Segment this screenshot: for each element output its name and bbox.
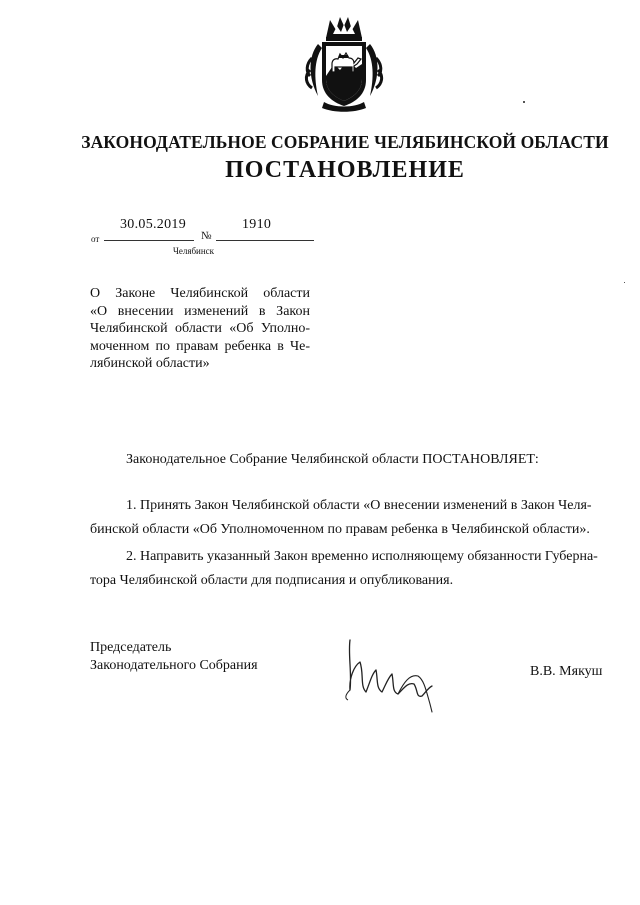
subject-line: Челябинской области «Об Уполно- bbox=[90, 321, 310, 337]
subject-line: лябинской области» bbox=[90, 356, 210, 372]
document-date: 30.05.2019 bbox=[120, 217, 186, 232]
subject-line: «О внесении изменений в Закон bbox=[90, 303, 310, 319]
number-prefix: № bbox=[201, 230, 212, 242]
item-2-line-1: 2. Направить указанный Закон временно исполняющему обязанности Губерна- bbox=[126, 549, 598, 564]
date-underline bbox=[104, 240, 194, 241]
signatory-name: В.В. Мякуш bbox=[530, 664, 603, 679]
coat-of-arms-emblem bbox=[304, 14, 384, 114]
document-type-title: ПОСТАНОВЛЕНИЕ bbox=[225, 157, 465, 183]
organization-name: ЗАКОНОДАТЕЛЬНОЕ СОБРАНИЕ ЧЕЛЯБИНСКОЙ ОБЛАСТИ bbox=[81, 132, 609, 152]
number-underline bbox=[216, 240, 314, 241]
signatory-position-line-1: Председатель bbox=[90, 640, 172, 655]
city-name: Челябинск bbox=[173, 246, 215, 256]
handwritten-signature bbox=[338, 634, 442, 718]
scan-speck bbox=[624, 282, 625, 283]
date-prefix: от bbox=[91, 234, 100, 244]
item-1-line-2: бинской области «Об Уполномоченном по правам ребенка в Челябинской области». bbox=[90, 522, 590, 537]
item-1-line-1: 1. Принять Закон Челябинской области «О внесении изменений в Закон Челя- bbox=[126, 498, 592, 513]
item-2-line-2: тора Челябинской области для подписания и опубликования. bbox=[90, 573, 454, 588]
subject-line: О Законе Челябинской области bbox=[90, 286, 310, 301]
scan-speck bbox=[523, 101, 525, 103]
resolution-preamble: Законодательное Собрание Челябинской области ПОСТАНОВЛЯЕТ: bbox=[126, 452, 539, 467]
document-number: 1910 bbox=[242, 217, 272, 232]
signatory-position-line-2: Законодательного Собрания bbox=[90, 658, 258, 673]
subject-line: моченном по правам ребенка в Че- bbox=[90, 338, 310, 354]
document-subject bbox=[90, 285, 310, 373]
